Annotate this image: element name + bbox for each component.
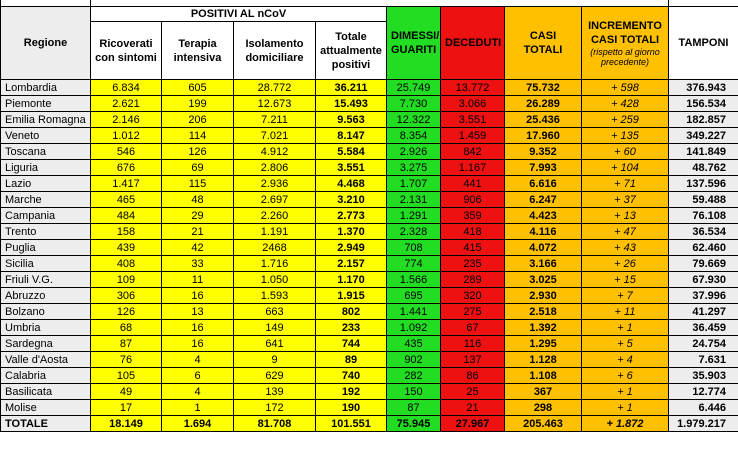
cell-casi: 298 — [505, 400, 582, 416]
table-row — [1, 384, 738, 400]
cell-dimessi: 3.275 — [387, 160, 441, 176]
cell-deceduti: 67 — [441, 320, 505, 336]
cell-terapia: 69 — [162, 160, 234, 176]
header-casi-totali: CASI TOTALI — [505, 7, 582, 80]
cell-tamponi: 76.108 — [669, 208, 738, 224]
cell-deceduti: 137 — [441, 352, 505, 368]
cell-regione: Sardegna — [1, 336, 91, 352]
cell-isolamento: 641 — [234, 336, 316, 352]
cell-tamponi: 137.596 — [669, 176, 738, 192]
cell-ricoverati: 109 — [91, 272, 162, 288]
cell-dimessi: 1.441 — [387, 304, 441, 320]
cell-dimessi: 774 — [387, 256, 441, 272]
cell-tamponi: 79.669 — [669, 256, 738, 272]
cell-isolamento: 1.191 — [234, 224, 316, 240]
cell-casi: 6.247 — [505, 192, 582, 208]
cell-terapia: 16 — [162, 320, 234, 336]
cell-totale: 9.563 — [316, 112, 387, 128]
cell-terapia: 16 — [162, 288, 234, 304]
cell-isolamento: 2.697 — [234, 192, 316, 208]
cell-casi: 2.930 — [505, 288, 582, 304]
cell-incremento: + 598 — [582, 80, 669, 96]
cell-regione: Friuli V.G. — [1, 272, 91, 288]
table-row — [1, 272, 738, 288]
cell-dimessi: 7.730 — [387, 96, 441, 112]
cell-casi: 1.295 — [505, 336, 582, 352]
table-row — [1, 256, 738, 272]
cell-dimessi: 75.945 — [387, 416, 441, 432]
cell-casi: 1.392 — [505, 320, 582, 336]
header-regione: Regione — [1, 7, 91, 80]
cell-casi: 26.289 — [505, 96, 582, 112]
cell-incremento: + 4 — [582, 352, 669, 368]
cell-ricoverati: 126 — [91, 304, 162, 320]
cell-tamponi: 376.943 — [669, 80, 738, 96]
cell-regione: Piemonte — [1, 96, 91, 112]
cell-tamponi: 62.460 — [669, 240, 738, 256]
cell-dimessi: 2.131 — [387, 192, 441, 208]
cell-totale: 740 — [316, 368, 387, 384]
cell-isolamento: 139 — [234, 384, 316, 400]
cell-deceduti: 235 — [441, 256, 505, 272]
cell-incremento: + 104 — [582, 160, 669, 176]
cell-terapia: 13 — [162, 304, 234, 320]
cell-casi: 3.025 — [505, 272, 582, 288]
cell-totale: 1.170 — [316, 272, 387, 288]
cell-casi: 4.072 — [505, 240, 582, 256]
cell-incremento: + 5 — [582, 336, 669, 352]
table-row — [1, 224, 738, 240]
cell-ricoverati: 465 — [91, 192, 162, 208]
cell-regione: Valle d'Aosta — [1, 352, 91, 368]
cell-terapia: 4 — [162, 384, 234, 400]
cell-incremento: + 1 — [582, 320, 669, 336]
cell-deceduti: 86 — [441, 368, 505, 384]
cell-incremento: + 6 — [582, 368, 669, 384]
cell-terapia: 42 — [162, 240, 234, 256]
cell-deceduti: 359 — [441, 208, 505, 224]
cell-ricoverati: 1.012 — [91, 128, 162, 144]
header-group-row — [1, 7, 738, 22]
cell-isolamento: 81.708 — [234, 416, 316, 432]
table-row — [1, 352, 738, 368]
cell-terapia: 11 — [162, 272, 234, 288]
header-isolamento: Isolamento domiciliare — [234, 22, 316, 80]
cell-casi: 4.116 — [505, 224, 582, 240]
cell-ricoverati: 6.834 — [91, 80, 162, 96]
cell-casi: 367 — [505, 384, 582, 400]
cell-terapia: 199 — [162, 96, 234, 112]
cell-incremento: + 11 — [582, 304, 669, 320]
cell-incremento: + 135 — [582, 128, 669, 144]
cell-tamponi: 36.459 — [669, 320, 738, 336]
table-row — [1, 128, 738, 144]
cell-ricoverati: 68 — [91, 320, 162, 336]
table-row — [1, 96, 738, 112]
cell-isolamento: 9 — [234, 352, 316, 368]
cell-totale: 190 — [316, 400, 387, 416]
cell-terapia: 21 — [162, 224, 234, 240]
cell-terapia: 6 — [162, 368, 234, 384]
cell-incremento: + 71 — [582, 176, 669, 192]
cell-isolamento: 149 — [234, 320, 316, 336]
cell-totale: 1.370 — [316, 224, 387, 240]
cell-totale: 2.157 — [316, 256, 387, 272]
cell-dimessi: 8.354 — [387, 128, 441, 144]
header-totale-positivi: Totale attualmente positivi — [316, 22, 387, 80]
header-deceduti: DECEDUTI — [441, 7, 505, 80]
cell-dimessi: 2.926 — [387, 144, 441, 160]
cell-tamponi: 12.774 — [669, 384, 738, 400]
cell-totale: 101.551 — [316, 416, 387, 432]
cell-casi: 1.128 — [505, 352, 582, 368]
cell-tamponi: 41.297 — [669, 304, 738, 320]
cell-tamponi: 59.488 — [669, 192, 738, 208]
table-row — [1, 336, 738, 352]
cell-totale: 89 — [316, 352, 387, 368]
cell-deceduti: 27.967 — [441, 416, 505, 432]
cell-isolamento: 2468 — [234, 240, 316, 256]
cell-totale: 8.147 — [316, 128, 387, 144]
cell-regione: Veneto — [1, 128, 91, 144]
table-row — [1, 288, 738, 304]
cell-tamponi: 1.979.217 — [669, 416, 738, 432]
cell-totale: 2.949 — [316, 240, 387, 256]
cell-ricoverati: 408 — [91, 256, 162, 272]
header-dimessi: DIMESSI/ GUARITI — [387, 7, 441, 80]
cell-tamponi: 7.631 — [669, 352, 738, 368]
cell-tamponi: 156.534 — [669, 96, 738, 112]
table-row — [1, 304, 738, 320]
cell-deceduti: 320 — [441, 288, 505, 304]
cell-dimessi: 12.322 — [387, 112, 441, 128]
cell-deceduti: 289 — [441, 272, 505, 288]
cell-ricoverati: 2.621 — [91, 96, 162, 112]
cell-deceduti: 415 — [441, 240, 505, 256]
table-row — [1, 240, 738, 256]
cell-totale: 3.551 — [316, 160, 387, 176]
cell-incremento: + 1 — [582, 384, 669, 400]
cell-isolamento: 172 — [234, 400, 316, 416]
cell-deceduti: 25 — [441, 384, 505, 400]
cell-dimessi: 708 — [387, 240, 441, 256]
cell-deceduti: 441 — [441, 176, 505, 192]
cell-dimessi: 695 — [387, 288, 441, 304]
cell-regione: Marche — [1, 192, 91, 208]
cell-incremento: + 37 — [582, 192, 669, 208]
cell-terapia: 605 — [162, 80, 234, 96]
cell-incremento: + 1 — [582, 400, 669, 416]
cell-totale: 233 — [316, 320, 387, 336]
cell-regione: Lombardia — [1, 80, 91, 96]
cell-ricoverati: 18.149 — [91, 416, 162, 432]
total-row — [1, 416, 738, 432]
cell-deceduti: 1.459 — [441, 128, 505, 144]
cell-dimessi: 150 — [387, 384, 441, 400]
cell-incremento: + 259 — [582, 112, 669, 128]
cell-isolamento: 12.673 — [234, 96, 316, 112]
cell-deceduti: 418 — [441, 224, 505, 240]
cell-regione: Campania — [1, 208, 91, 224]
table-row — [1, 112, 738, 128]
cell-dimessi: 1.291 — [387, 208, 441, 224]
table-row — [1, 208, 738, 224]
cell-deceduti: 906 — [441, 192, 505, 208]
cell-isolamento: 2.936 — [234, 176, 316, 192]
table-row — [1, 176, 738, 192]
cell-terapia: 115 — [162, 176, 234, 192]
cell-regione: TOTALE — [1, 416, 91, 432]
cell-isolamento: 7.211 — [234, 112, 316, 128]
cell-tamponi: 349.227 — [669, 128, 738, 144]
cell-casi: 3.166 — [505, 256, 582, 272]
cell-tamponi: 24.754 — [669, 336, 738, 352]
cell-totale: 3.210 — [316, 192, 387, 208]
cell-regione: Molise — [1, 400, 91, 416]
table-row — [1, 400, 738, 416]
cell-regione: Calabria — [1, 368, 91, 384]
cell-terapia: 4 — [162, 352, 234, 368]
cell-deceduti: 21 — [441, 400, 505, 416]
cell-casi: 6.616 — [505, 176, 582, 192]
cell-isolamento: 629 — [234, 368, 316, 384]
cell-regione: Emilia Romagna — [1, 112, 91, 128]
cell-dimessi: 25.749 — [387, 80, 441, 96]
table-body — [1, 80, 738, 432]
cell-terapia: 33 — [162, 256, 234, 272]
cell-totale: 4.468 — [316, 176, 387, 192]
header-terapia: Terapia intensiva — [162, 22, 234, 80]
cell-isolamento: 1.050 — [234, 272, 316, 288]
cell-isolamento: 1.716 — [234, 256, 316, 272]
cell-ricoverati: 306 — [91, 288, 162, 304]
cell-casi: 2.518 — [505, 304, 582, 320]
table-row — [1, 320, 738, 336]
cell-tamponi: 48.762 — [669, 160, 738, 176]
cell-regione: Sicilia — [1, 256, 91, 272]
cell-tamponi: 35.903 — [669, 368, 738, 384]
cell-totale: 2.773 — [316, 208, 387, 224]
cell-incremento: + 43 — [582, 240, 669, 256]
cell-ricoverati: 76 — [91, 352, 162, 368]
cell-ricoverati: 484 — [91, 208, 162, 224]
cell-deceduti: 13.772 — [441, 80, 505, 96]
cell-ricoverati: 439 — [91, 240, 162, 256]
cell-incremento: + 47 — [582, 224, 669, 240]
cell-isolamento: 2.260 — [234, 208, 316, 224]
cell-terapia: 126 — [162, 144, 234, 160]
cell-tamponi: 67.930 — [669, 272, 738, 288]
cell-isolamento: 28.772 — [234, 80, 316, 96]
cell-terapia: 29 — [162, 208, 234, 224]
table-row — [1, 144, 738, 160]
cell-ricoverati: 87 — [91, 336, 162, 352]
cell-ricoverati: 2.146 — [91, 112, 162, 128]
cell-totale: 36.211 — [316, 80, 387, 96]
cell-deceduti: 3.066 — [441, 96, 505, 112]
cell-totale: 15.493 — [316, 96, 387, 112]
cell-casi: 1.108 — [505, 368, 582, 384]
cell-deceduti: 1.167 — [441, 160, 505, 176]
table-row — [1, 192, 738, 208]
cell-casi: 205.463 — [505, 416, 582, 432]
cell-isolamento: 7.021 — [234, 128, 316, 144]
cell-deceduti: 3.551 — [441, 112, 505, 128]
cell-ricoverati: 546 — [91, 144, 162, 160]
cell-tamponi: 37.996 — [669, 288, 738, 304]
cell-regione: Lazio — [1, 176, 91, 192]
cell-ricoverati: 105 — [91, 368, 162, 384]
cell-incremento: + 7 — [582, 288, 669, 304]
cell-casi: 17.960 — [505, 128, 582, 144]
cell-regione: Abruzzo — [1, 288, 91, 304]
cell-casi: 7.993 — [505, 160, 582, 176]
cell-tamponi: 141.849 — [669, 144, 738, 160]
cell-dimessi: 1.707 — [387, 176, 441, 192]
cell-dimessi: 1.566 — [387, 272, 441, 288]
cell-isolamento: 4.912 — [234, 144, 316, 160]
cell-isolamento: 1.593 — [234, 288, 316, 304]
cell-casi: 9.352 — [505, 144, 582, 160]
cell-isolamento: 663 — [234, 304, 316, 320]
cell-totale: 1.915 — [316, 288, 387, 304]
cell-totale: 802 — [316, 304, 387, 320]
cell-dimessi: 87 — [387, 400, 441, 416]
cell-ricoverati: 1.417 — [91, 176, 162, 192]
header-tamponi: TAMPONI — [669, 7, 738, 80]
cell-incremento: + 1.872 — [582, 416, 669, 432]
cell-tamponi: 36.534 — [669, 224, 738, 240]
header-positivi-group: POSITIVI AL nCoV — [91, 7, 387, 22]
table-row — [1, 80, 738, 96]
cell-regione: Trento — [1, 224, 91, 240]
cell-casi: 75.732 — [505, 80, 582, 96]
cell-deceduti: 842 — [441, 144, 505, 160]
cell-ricoverati: 49 — [91, 384, 162, 400]
cell-dimessi: 282 — [387, 368, 441, 384]
cell-regione: Liguria — [1, 160, 91, 176]
cell-terapia: 1 — [162, 400, 234, 416]
cell-incremento: + 428 — [582, 96, 669, 112]
header-ricoverati: Ricoverati con sintomi — [91, 22, 162, 80]
cell-regione: Bolzano — [1, 304, 91, 320]
cell-ricoverati: 17 — [91, 400, 162, 416]
cell-dimessi: 1.092 — [387, 320, 441, 336]
cell-totale: 744 — [316, 336, 387, 352]
cell-dimessi: 2.328 — [387, 224, 441, 240]
cell-terapia: 48 — [162, 192, 234, 208]
cell-incremento: + 13 — [582, 208, 669, 224]
cell-incremento: + 26 — [582, 256, 669, 272]
cell-regione: Umbria — [1, 320, 91, 336]
cell-terapia: 1.694 — [162, 416, 234, 432]
cell-dimessi: 902 — [387, 352, 441, 368]
cell-ricoverati: 158 — [91, 224, 162, 240]
cell-terapia: 206 — [162, 112, 234, 128]
table-row — [1, 160, 738, 176]
cell-ricoverati: 676 — [91, 160, 162, 176]
table-row — [1, 368, 738, 384]
table-header — [1, 0, 738, 80]
cell-totale: 192 — [316, 384, 387, 400]
cell-regione: Basilicata — [1, 384, 91, 400]
cell-terapia: 16 — [162, 336, 234, 352]
cell-casi: 4.423 — [505, 208, 582, 224]
cell-regione: Toscana — [1, 144, 91, 160]
cell-incremento: + 60 — [582, 144, 669, 160]
cell-casi: 25.436 — [505, 112, 582, 128]
header-incremento — [582, 7, 669, 80]
cell-deceduti: 116 — [441, 336, 505, 352]
cell-totale: 5.584 — [316, 144, 387, 160]
header-incremento-note: (rispetto al giorno precedente) — [590, 47, 660, 67]
cell-incremento: + 15 — [582, 272, 669, 288]
header-incremento-label: INCREMENTO CASI TOTALI — [588, 20, 662, 46]
cell-tamponi: 6.446 — [669, 400, 738, 416]
cell-dimessi: 435 — [387, 336, 441, 352]
cell-terapia: 114 — [162, 128, 234, 144]
cell-regione: Puglia — [1, 240, 91, 256]
cell-isolamento: 2.806 — [234, 160, 316, 176]
cell-deceduti: 275 — [441, 304, 505, 320]
cell-tamponi: 182.857 — [669, 112, 738, 128]
